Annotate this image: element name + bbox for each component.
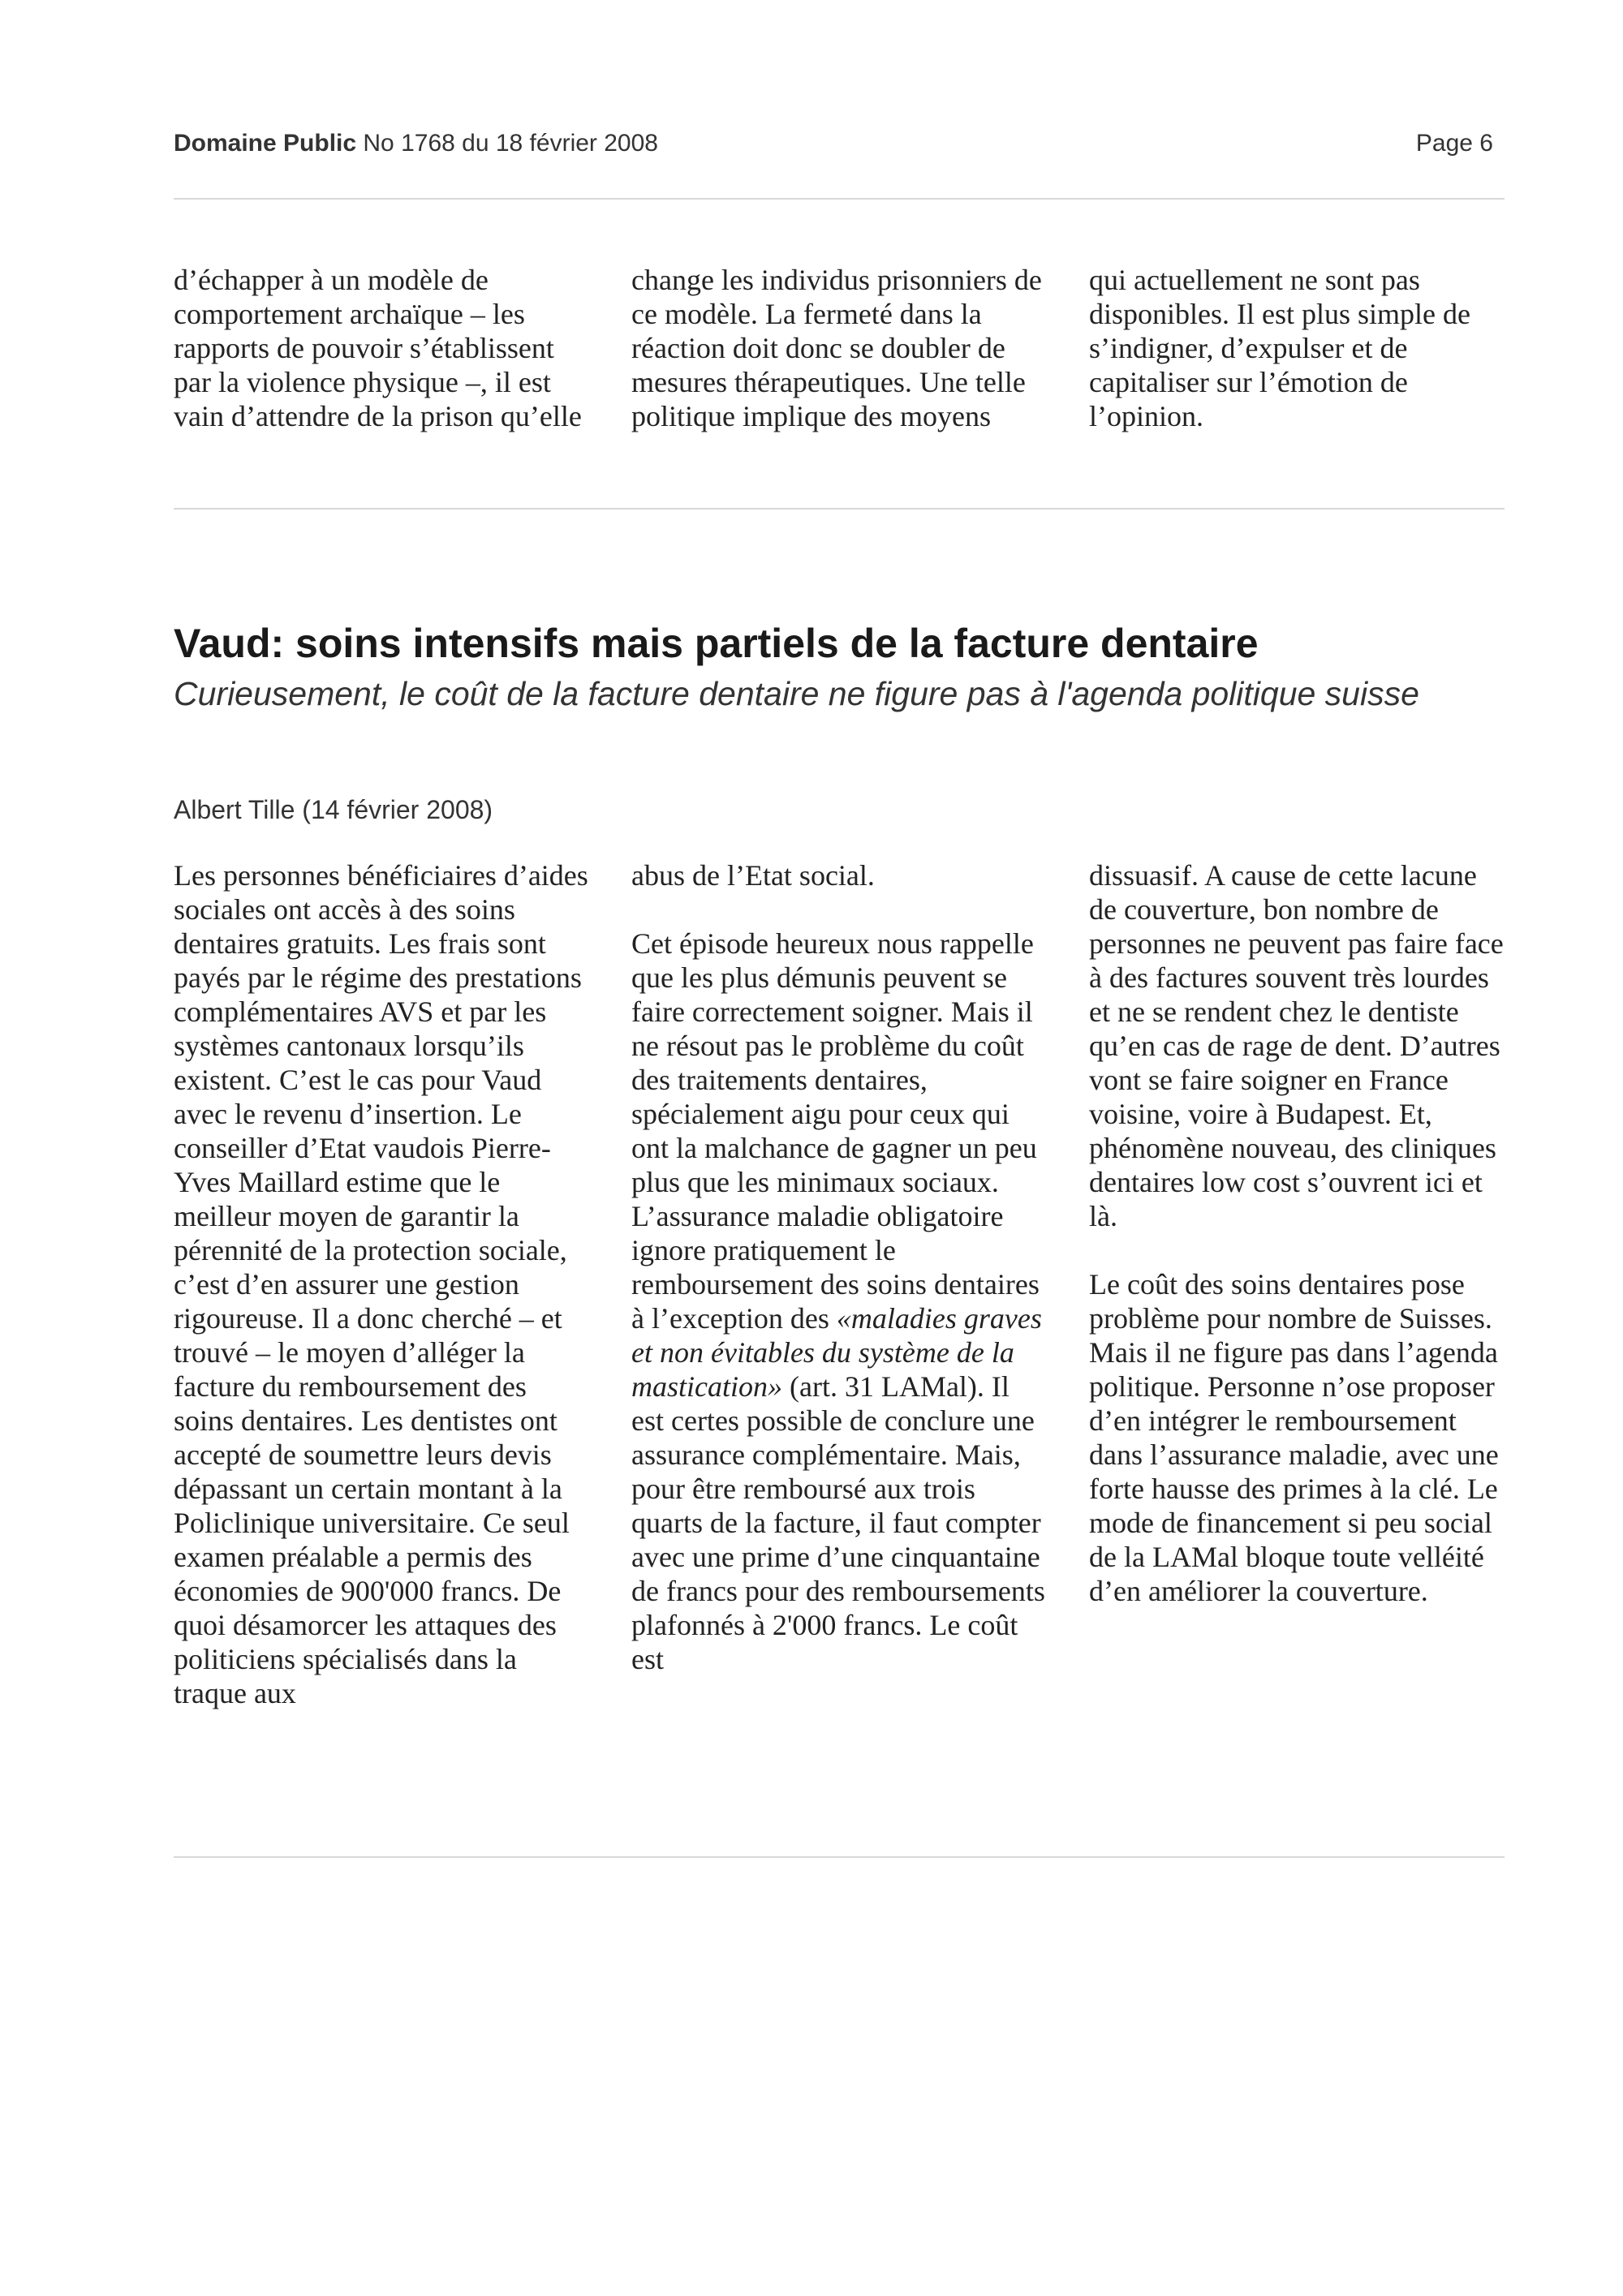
article-columns [174,858,1505,1710]
previous-article-columns [174,263,1505,433]
paragraph-text: (art. 31 LAMal). Il est certes possible de conclure une assurance complémentaire. Mais, pour être remboursé aux trois quarts de la facture, il faut compter avec une prime d’une cinquantaine de francs pour des remboursements plafonnés à 2'000 francs. Le coût est [631,1370,1045,1675]
issue-info: No 1768 du 18 février 2008 [363,130,658,157]
article-column-3 [1089,858,1505,1710]
paragraph [631,927,1047,1676]
article-divider [174,508,1505,510]
paragraph-text: Cet épisode heureux nous rappelle que les plus démunis peuvent se faire correctement soigner. Mais il ne résout pas le problème du coût des traitements dentaires, spécialement aigu pour ceux qui ont la malchance de gagner un peu plus que les minimaux sociaux. L’assurance maladie obligatoire ignore pratiquement le remboursement des soins dentaires à l’exception des [631,927,1040,1335]
article-column-1 [174,858,589,1710]
paragraph: qui actuellement ne sont pas disponibles. Il est plus simple de s’indigner, d’expulser et de capitaliser sur l’émotion de l’opinion. [1089,264,1470,432]
paragraph: d’échapper à un modèle de comportement archaïque – les rapports de pouvoir s’établissent par la violence physique –, il est vain d’attendre de la prison qu’elle [174,264,582,432]
paragraph: abus de l’Etat social. [631,859,875,892]
previous-article-column-1 [174,263,589,433]
paragraph: change les individus prisonniers de ce modèle. La fermeté dans la réaction doit donc se doubler de mesures thérapeutiques. Une telle politique implique des moyens [631,264,1042,432]
law-quote: «maladies graves et non évitables du système de la mastication» [631,1302,1042,1403]
paragraph: Les personnes bénéficiaires d’aides sociales ont accès à des soins dentaires gratuits. Les frais sont payés par le régime des prestations complémentaires AVS et par les systèmes cantonaux lorsqu’ils existent. C’est le cas pour Vaud avec le revenu d’insertion. Le conseiller d’Etat vaudois Pierre-Yves Maillard estime que le meilleur moyen de garantir la pérennité de la protection sociale, c’est d’en assurer une gestion rigoureuse. Il a donc cherché – et trouvé – le moyen d’alléger la facture du remboursement des soins dentaires. Les dentistes ont accepté de soumettre leurs devis dépassant un certain montant à la Policlinique universitaire. Ce seul examen préalable a permis des économies de 900'000 francs. De quoi désamorcer les attaques des politiciens spécialisés dans la traque aux [174,859,588,1709]
publication-name: Domaine Public [174,130,357,157]
previous-article-column-3 [1089,263,1505,433]
article-title: Vaud: soins intensifs mais partiels de la facture dentaire [174,621,1259,666]
page-number: Page 6 [1415,130,1493,157]
article-column-2 [631,858,1047,1710]
footer-divider [174,1856,1505,1858]
previous-article-column-2 [631,263,1047,433]
paragraph: dissuasif. A cause de cette lacune de couverture, bon nombre de personnes ne peuvent pas faire face à des factures souvent très lourdes et ne se rendent chez le dentiste qu’en cas de rage de dent. D’autres vont se faire soigner en France voisine, voire à Budapest. Et, phénomène nouveau, des cliniques dentaires low cost s’ouvrent ici et là. [1089,859,1504,1232]
article-subtitle: Curieusement, le coût de la facture dentaire ne figure pas à l'agenda politique suisse [174,675,1419,712]
article-byline: Albert Tille (14 février 2008) [174,795,493,824]
page-header [174,130,1505,167]
header-divider [174,198,1505,200]
paragraph: Le coût des soins dentaires pose problème pour nombre de Suisses. Mais il ne figure pas dans l’agenda politique. Personne n’ose proposer d’en intégrer le remboursement dans l’assurance maladie, avec une forte hausse des primes à la clé. Le mode de financement si peu social de la LAMal bloque toute velléité d’en améliorer la couverture. [1089,1268,1499,1607]
